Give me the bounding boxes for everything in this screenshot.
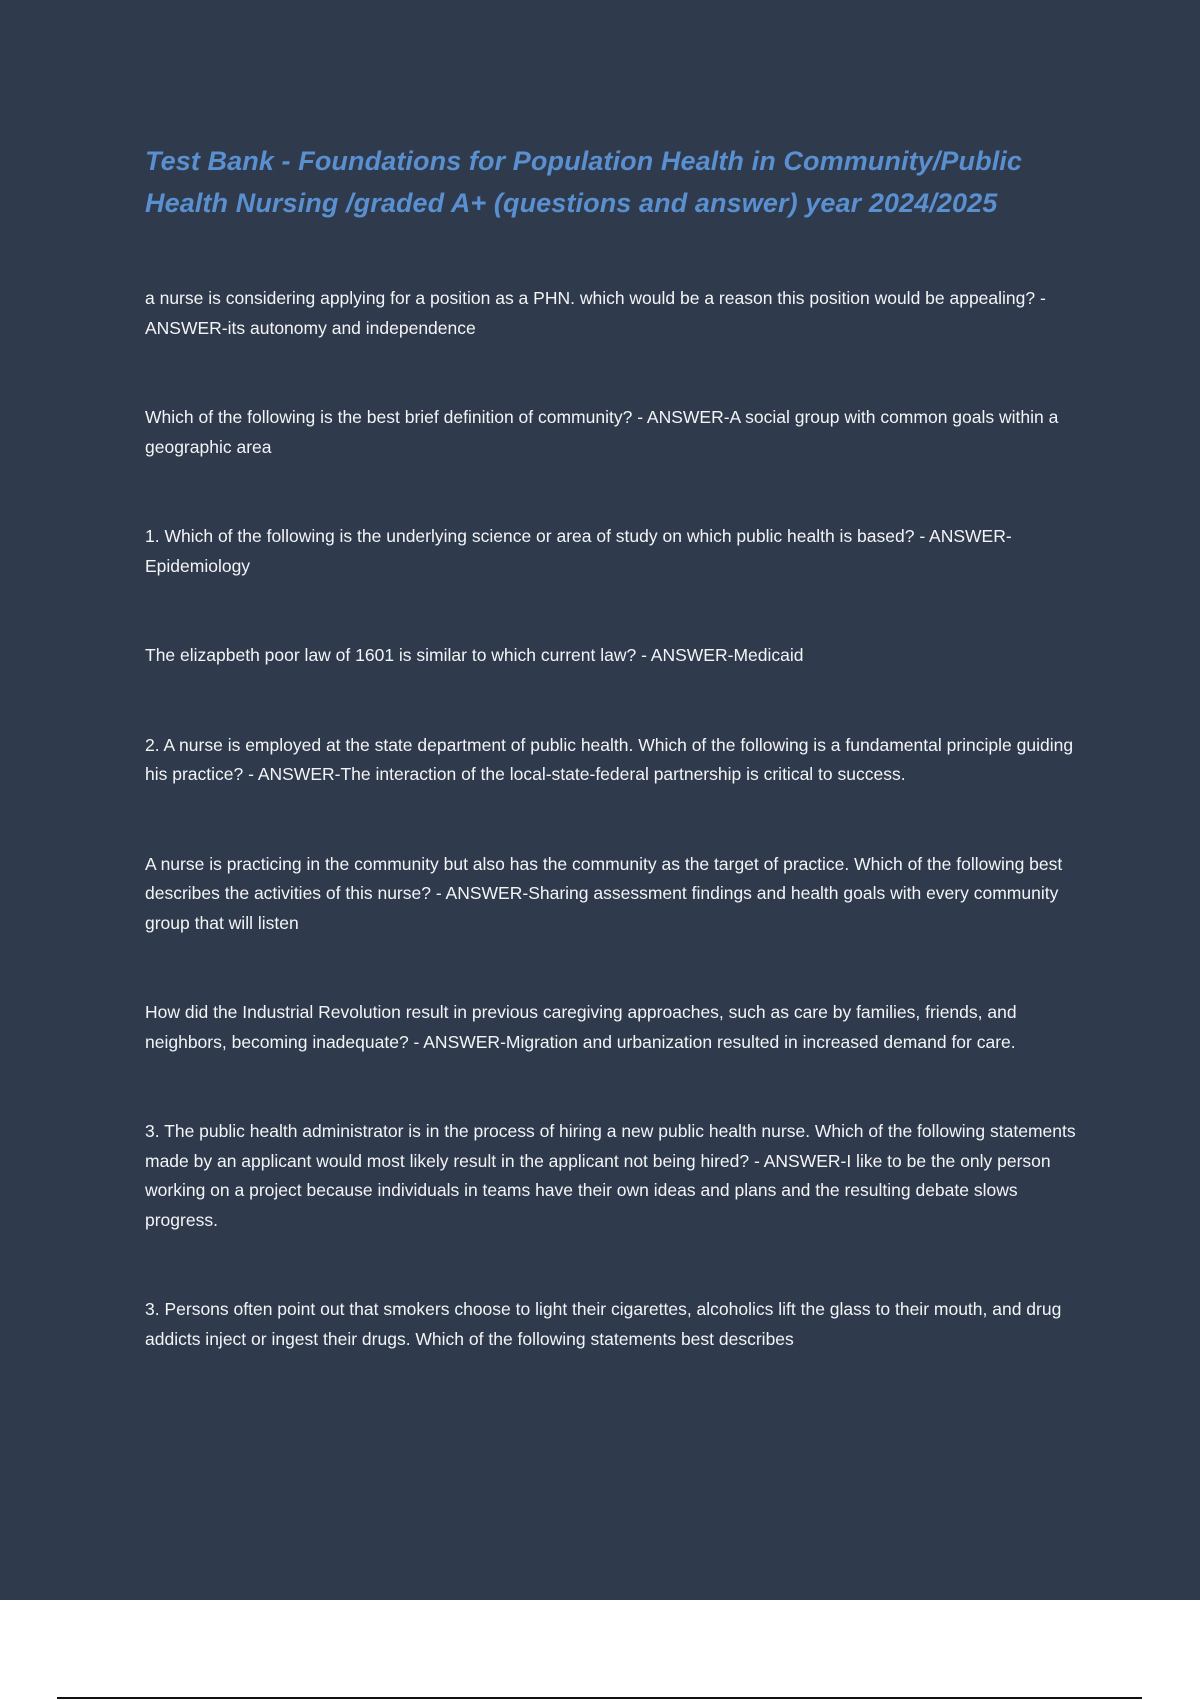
qa-item: 3. Persons often point out that smokers choose to light their cigarettes, alcoholics lift the glass to their mouth, and drug addicts inject or ingest their drugs. Which of the following statements best describes [145, 1299, 1062, 1349]
qa-item: How did the Industrial Revolution result in previous caregiving approaches, such as care by families, friends, and neighbors, becoming inadequate? - ANSWER-Migration and urbanization resulted in increased demand for care. [145, 1002, 1017, 1052]
qa-item: The elizapbeth poor law of 1601 is similar to which current law? - ANSWER-Medicaid [145, 645, 804, 665]
qa-item: 1. Which of the following is the underlying science or area of study on which public health is based? - ANSWER-Epidemiology [145, 526, 1012, 576]
qa-item: a nurse is considering applying for a position as a PHN. which would be a reason this position would be appealing? - ANSWER-its autonomy and independence [145, 288, 1046, 338]
qa-item: Which of the following is the best brief definition of community? - ANSWER-A social group with common goals within a geographic area [145, 407, 1059, 457]
qa-item: 2. A nurse is employed at the state department of public health. Which of the following is a fundamental principle guiding his practice? - ANSWER-The interaction of the local-state-federal partnership is critical to success. [145, 734, 1074, 784]
bottom-rule-divider [57, 1697, 1142, 1699]
qa-item: 3. The public health administrator is in the process of hiring a new public health nurse. Which of the following statements made by an applicant would most likely result in the applicant not being hired? - ANSWER-I like to be the only person working on a project because individuals in teams have their own ideas and plans and the resulting debate slows progress. [145, 1121, 1076, 1230]
document-content [145, 140, 1095, 1414]
qa-item: A nurse is practicing in the community but also has the community as the target of practice. Which of the following best describes the activities of this nurse? - ANSWER-Sharing assessment findings and health goals with every community group that will listen [145, 853, 1063, 933]
document-title: Test Bank - Foundations for Population Health in Community/Public Health Nursing /graded A+ (questions and answer) year 2024/2025 [145, 146, 1023, 218]
